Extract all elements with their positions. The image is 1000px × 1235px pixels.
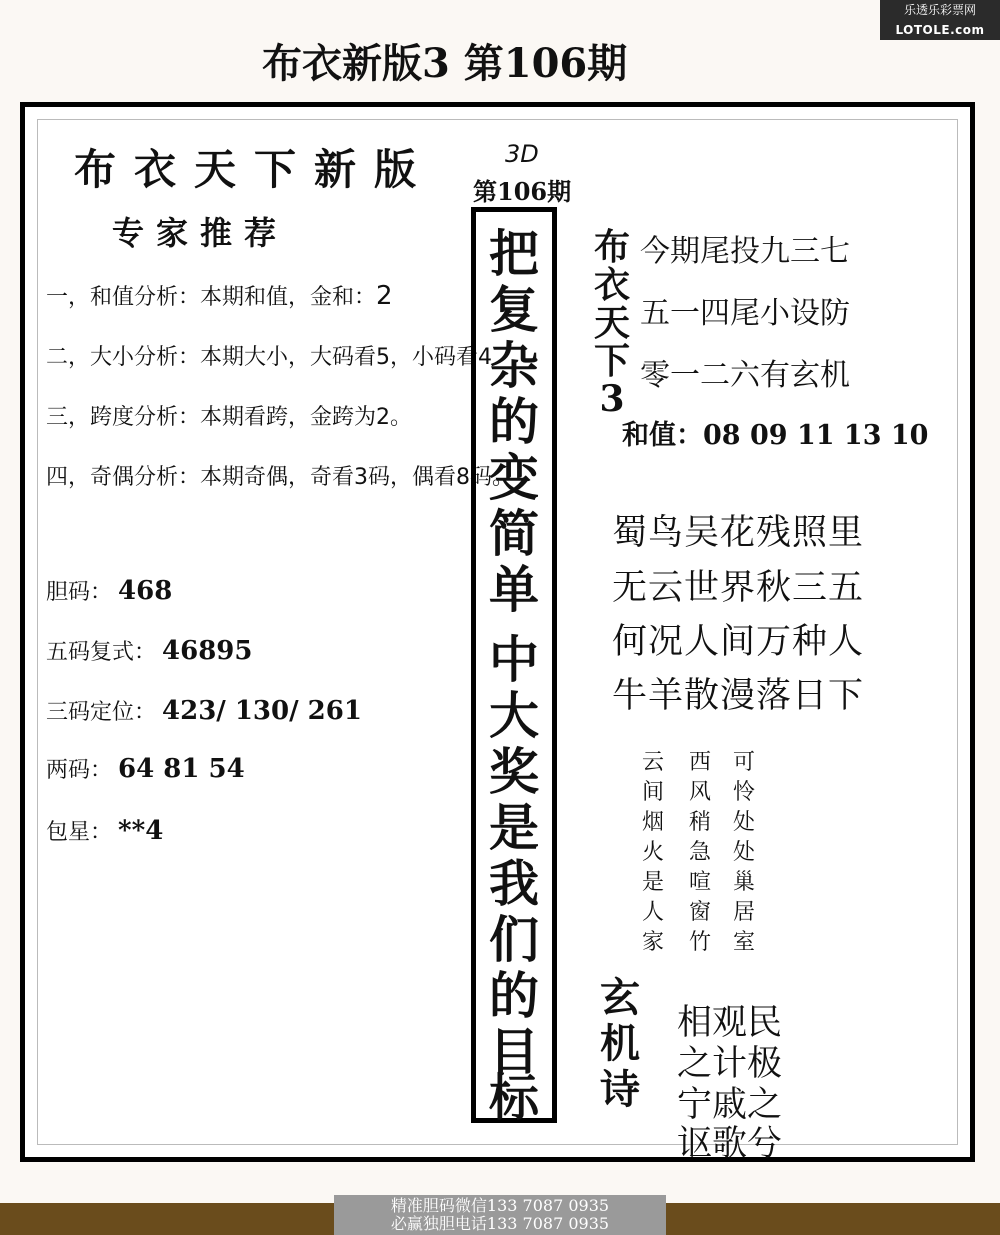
poem-char: 间 [641, 780, 664, 805]
pick-label: 两码： [46, 758, 113, 783]
slogan-char: 单 [489, 560, 539, 619]
xuanji-char: 诗 [600, 1066, 640, 1113]
vertical-poem-column [729, 748, 759, 958]
analysis-label: 一，和值分析：本期和值，金和： [46, 285, 377, 310]
analysis-odd-even [46, 460, 514, 491]
poem-char: 处 [732, 810, 755, 835]
poem-char: 是 [641, 870, 664, 895]
xuanji-label [596, 975, 644, 1113]
slogan-char: 把 [489, 224, 539, 283]
side-brand-char: 3 [599, 378, 625, 420]
side-brand-char: 下 [593, 340, 630, 382]
poem-char: 稍 [688, 810, 711, 835]
analysis-label: 三，跨度分析：本期看跨，金跨为2。 [46, 405, 412, 430]
slogan-char: 标 [489, 1068, 539, 1127]
pick-label: 包星： [46, 820, 113, 845]
contact-box [334, 1195, 666, 1235]
pick-value: 468 [118, 576, 173, 606]
poem-char: 居 [732, 900, 755, 925]
poem2-line: 何况人间万种人 [612, 622, 865, 662]
page-title: 布衣新版3 第106期 [262, 40, 628, 87]
slogan-char: 复 [489, 280, 539, 339]
poem2-line: 蜀鸟吴花残照里 [612, 513, 865, 553]
xuanji-char: 机 [600, 1020, 640, 1067]
pick-value: 423/ 130/ 261 [162, 696, 362, 726]
slogan-char: 们 [489, 910, 539, 969]
poem2-line: 牛羊散漫落日下 [612, 676, 865, 716]
poem-char: 怜 [732, 780, 755, 805]
contact-wechat: 精准胆码微信133 7087 0935 [390, 1196, 610, 1215]
contact-phone: 必赢独胆电话133 7087 0935 [390, 1214, 610, 1233]
pick-value: 64 81 54 [118, 754, 245, 784]
side-brand [582, 228, 642, 418]
slogan-char: 大 [489, 686, 539, 745]
poem-char: 人 [641, 900, 664, 925]
game-badge: 3D [505, 140, 539, 168]
poem-char: 急 [688, 840, 711, 865]
poem-char: 家 [641, 930, 664, 955]
slogan-char: 我 [489, 854, 539, 913]
poem-char: 云 [641, 750, 664, 775]
slogan-char: 简 [489, 504, 539, 563]
poem-char: 风 [688, 780, 711, 805]
pick-three-position [46, 695, 362, 726]
analysis-value: 2 [376, 281, 393, 311]
site-watermark [880, 0, 1000, 40]
pick-value: 46895 [162, 636, 253, 666]
analysis-span [46, 400, 412, 431]
vertical-poem-column [638, 748, 668, 958]
poem-char: 窗 [688, 900, 711, 925]
poem-char: 竹 [688, 930, 711, 955]
analysis-sum [46, 280, 393, 311]
poem3-line: 之计极 [677, 1044, 783, 1084]
slogan-char: 是 [489, 798, 539, 857]
pick-five-code [46, 635, 252, 666]
side-brand-char: 衣 [593, 264, 630, 306]
side-brand-char: 天 [593, 302, 630, 344]
slogan-char: 的 [489, 392, 539, 451]
poem1-line: 今期尾投九三七 [640, 234, 850, 269]
slogan-char: 杂 [489, 336, 539, 395]
poem3-line: 宁戚之 [677, 1085, 783, 1125]
poem-char: 火 [641, 840, 664, 865]
slogan-char: 变 [489, 448, 539, 507]
brand-title: 布衣天下新版 [74, 145, 435, 194]
analysis-size [46, 340, 492, 371]
poem-char: 烟 [641, 810, 664, 835]
poem1-line: 零一二六有玄机 [640, 358, 850, 393]
pick-label: 三码定位： [46, 700, 157, 725]
xuanji-char: 玄 [600, 974, 640, 1021]
watermark-line1: 乐透乐彩票网 [903, 3, 976, 17]
poem-char: 巢 [732, 870, 755, 895]
watermark-line2: LOTOLE.com [895, 23, 985, 37]
poem-char: 喧 [688, 870, 711, 895]
poem1-line: 五一四尾小设防 [640, 296, 850, 331]
issue-badge: 第106期 [473, 177, 572, 206]
analysis-label: 二，大小分析：本期大小，大码看5，小码看4 [46, 345, 492, 370]
pick-two-code [46, 753, 245, 784]
poem3-line: 相观民 [677, 1003, 783, 1043]
analysis-label: 四，奇偶分析：本期奇偶，奇看3码，偶看8码。 [46, 465, 514, 490]
poem-char: 室 [732, 930, 755, 955]
vertical-poem-column [685, 748, 715, 958]
pick-label: 五码复式： [46, 640, 157, 665]
pick-label: 胆码： [46, 580, 113, 605]
slogan-char: 目 [489, 1022, 539, 1081]
sum-values: 和值：08 09 11 13 10 [622, 420, 929, 451]
expert-subtitle: 专家推荐 [112, 214, 289, 252]
poem3-line: 讴歌兮 [677, 1124, 783, 1164]
side-brand-char: 布 [593, 226, 630, 268]
poem-char: 可 [732, 750, 755, 775]
pick-dan-ma [46, 575, 172, 606]
poem2-line: 无云世界秋三五 [612, 568, 865, 608]
poem-char: 处 [732, 840, 755, 865]
slogan-char: 的 [489, 966, 539, 1025]
pick-bao-xing [46, 815, 163, 846]
slogan-char: 奖 [489, 742, 539, 801]
slogan-char: 中 [489, 630, 539, 689]
pick-value: **4 [118, 816, 164, 846]
poem-char: 西 [688, 750, 711, 775]
slogan-box [471, 207, 557, 1127]
